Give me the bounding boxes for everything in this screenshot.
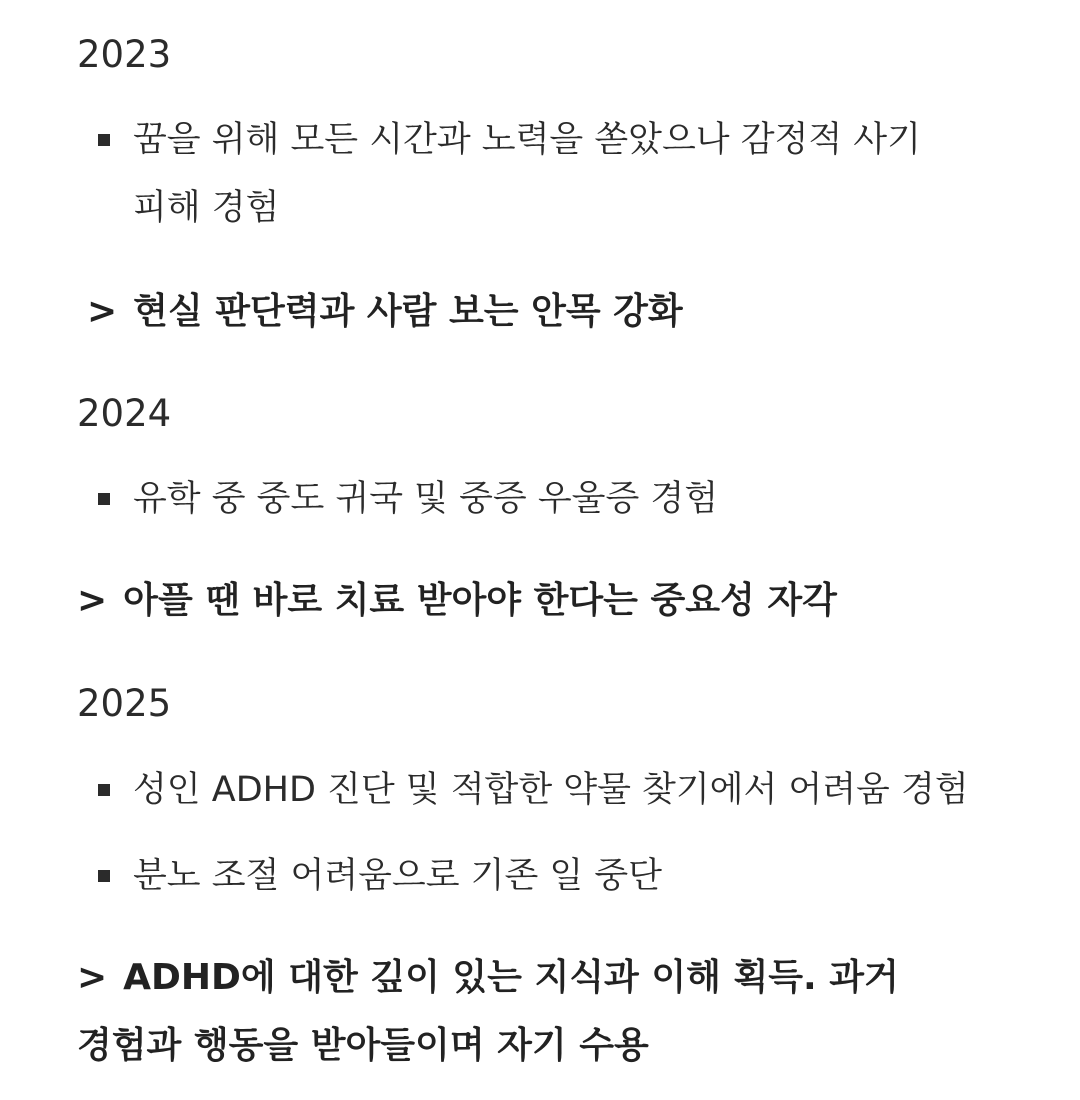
square-bullet-icon (98, 870, 110, 882)
list-item (98, 756, 998, 824)
summary-line (77, 944, 997, 1080)
year-heading: 2024 (77, 392, 172, 435)
list-item (98, 842, 998, 910)
list-item-text: 꿈을 위해 모든 시간과 노력을 쏟았으나 감정적 사기 피해 경험 (133, 120, 921, 228)
year-heading: 2025 (77, 682, 172, 725)
list-item-text: 유학 중 중도 귀국 및 중증 우울증 경험 (133, 479, 719, 519)
summary-marker: > (77, 957, 108, 998)
summary-line (77, 567, 997, 635)
list-item-text: 분노 조절 어려움으로 기존 일 중단 (133, 856, 662, 896)
summary-text: 현실 판단력과 사람 보는 안목 강화 (133, 291, 683, 332)
square-bullet-icon (98, 784, 110, 796)
summary-text: 아플 땐 바로 치료 받아야 한다는 중요성 자각 (123, 580, 837, 621)
summary-marker: > (87, 291, 118, 332)
square-bullet-icon (98, 134, 110, 146)
year-heading: 2023 (77, 33, 172, 76)
square-bullet-icon (98, 493, 110, 505)
list-item (98, 465, 998, 533)
list-item-text: 성인 ADHD 진단 및 적합한 약물 찾기에서 어려움 경험 (133, 770, 969, 810)
summary-line (77, 278, 1007, 346)
summary-marker: > (77, 580, 108, 621)
summary-text: ADHD에 대한 깊이 있는 지식과 이해 획득. 과거 경험과 행동을 받아들이며 자기 수용 (77, 957, 899, 1066)
list-item (98, 106, 998, 242)
